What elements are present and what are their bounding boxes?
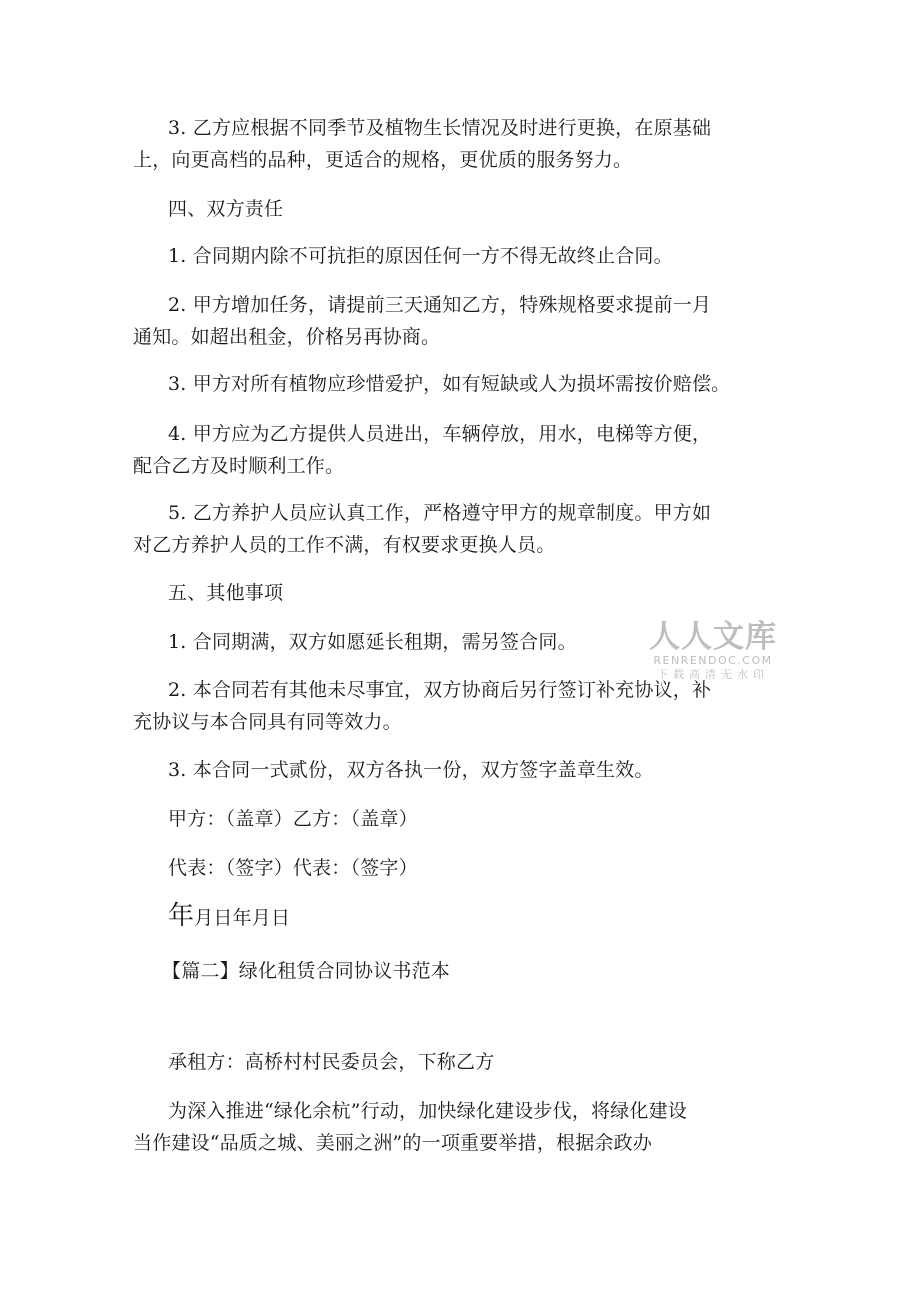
responsibility-1: 1. 合同期内除不可抗拒的原因任何一方不得无故终止合同。 bbox=[168, 245, 673, 267]
responsibility-3: 3. 甲方对所有植物应珍惜爱护，如有短缺或人为损坏需按价赔偿。 bbox=[168, 373, 731, 395]
section-heading-responsibilities: 四、双方责任 bbox=[168, 198, 284, 220]
representative-signature-line: 代表：（签字）代表：（签字） bbox=[168, 857, 418, 879]
clause-3-line-2: 上，向更高档的品种，更适合的规格，更优质的服务努力。 bbox=[133, 149, 633, 171]
other-matter-1: 1. 合同期满，双方如愿延长租期，需另签合同。 bbox=[168, 631, 577, 653]
responsibility-2-line-1: 2. 甲方增加任务，请提前三天通知乙方，特殊规格要求提前一月 bbox=[168, 294, 712, 316]
watermark-domain: RENRENDOC.COM bbox=[653, 654, 773, 667]
intro-paragraph-line-1: 为深入推进“绿化余杭”行动，加快绿化建设步伐，将绿化建设 bbox=[168, 1100, 688, 1122]
responsibility-5-line-1: 5. 乙方养护人员应认真工作，严格遵守甲方的规章制度。甲方如 bbox=[168, 502, 712, 524]
section-heading-other-matters: 五、其他事项 bbox=[168, 582, 284, 604]
date-line-rest: 月日年月日 bbox=[194, 907, 291, 929]
responsibility-4-line-1: 4. 甲方应为乙方提供人员进出，车辆停放，用水，电梯等方便， bbox=[168, 423, 712, 445]
renrendoc-watermark bbox=[648, 620, 778, 682]
lessee-line: 承租方：高桥村村民委员会，下称乙方 bbox=[168, 1051, 495, 1073]
watermark-slogan: 下载高清无水印 bbox=[657, 668, 769, 681]
date-year-char: 年 bbox=[168, 901, 195, 931]
responsibility-2-line-2: 通知。如超出租金，价格另再协商。 bbox=[133, 326, 441, 348]
date-line bbox=[168, 902, 290, 932]
section-two-title: 【篇二】绿化租赁合同协议书范本 bbox=[162, 960, 451, 982]
other-matter-2-line-2: 充协议与本合同具有同等效力。 bbox=[133, 711, 402, 733]
other-matter-3: 3. 本合同一式贰份，双方各执一份，双方签字盖章生效。 bbox=[168, 759, 654, 781]
responsibility-5-line-2: 对乙方养护人员的工作不满，有权要求更换人员。 bbox=[133, 534, 556, 556]
intro-paragraph-line-2: 当作建设“品质之城、美丽之洲”的一项重要举措，根据余政办 bbox=[133, 1132, 653, 1154]
watermark-brand: 人人文库 bbox=[649, 619, 777, 655]
party-seal-line: 甲方：（盖章）乙方：（盖章） bbox=[168, 808, 418, 830]
responsibility-4-line-2: 配合乙方及时顺利工作。 bbox=[133, 455, 345, 477]
clause-3-line-1: 3. 乙方应根据不同季节及植物生长情况及时进行更换，在原基础 bbox=[168, 117, 712, 139]
other-matter-2-line-1: 2. 本合同若有其他未尽事宜，双方协商后另行签订补充协议，补 bbox=[168, 679, 712, 701]
